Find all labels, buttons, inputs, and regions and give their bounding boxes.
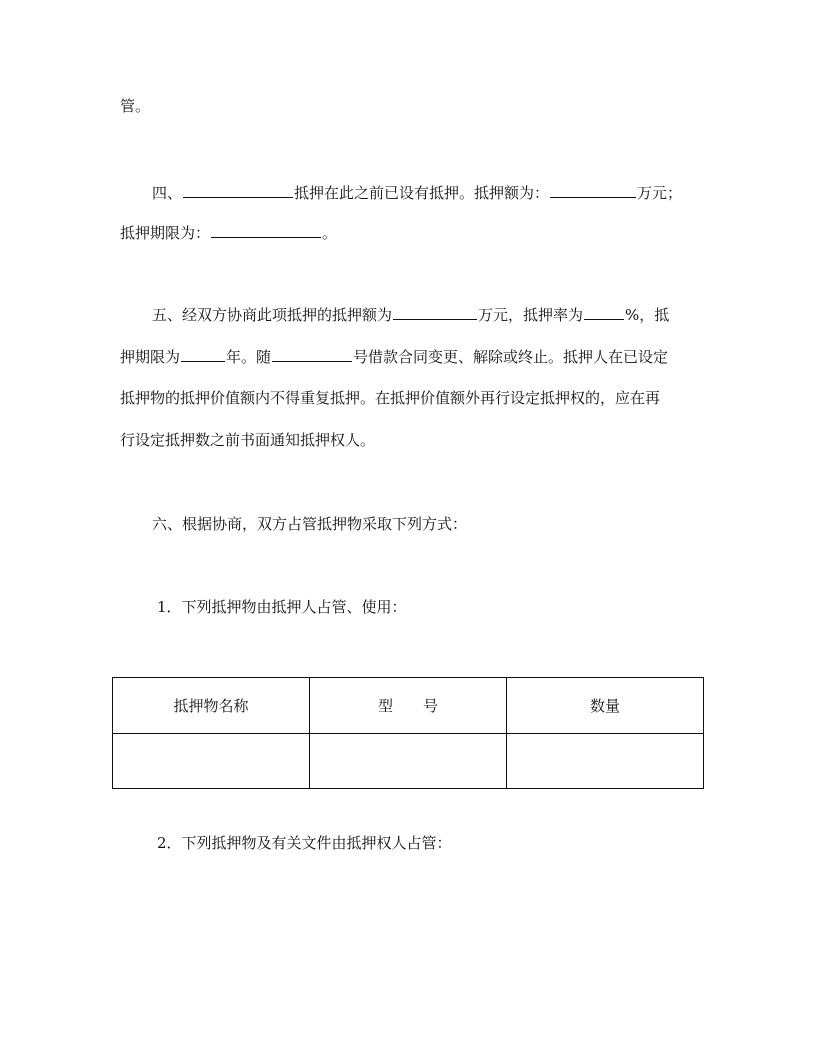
item-two-text: 2．下列抵押物及有关文件由抵押权人占管：: [157, 834, 452, 852]
clause-five-line3: 抵押物的抵押价值额内不得重复抵押。在抵押价值额外再行设定抵押权的，应在再: [120, 389, 661, 407]
clause-five-line2-a: 押期限为: [120, 348, 181, 366]
clause-five-t1: 万元，抵押率为: [478, 306, 584, 324]
carry-over-text: 管。: [120, 97, 151, 115]
header-model: 型 号: [310, 678, 507, 734]
cell-item-name[interactable]: [113, 734, 310, 789]
clause-five-t2: %，抵: [625, 306, 670, 324]
header-quantity: 数量: [507, 678, 704, 734]
clause-four-line2-b: 。: [322, 224, 338, 242]
clause-six: 六、根据协商，双方占管抵押物采取下列方式：: [152, 515, 468, 533]
clause-four-text-b: 万元；: [637, 184, 683, 202]
clause-four-line2: [120, 222, 337, 242]
clause-five-line4: 行设定抵押数之前书面通知抵押权人。: [120, 431, 376, 449]
loan-contract-number-blank[interactable]: [272, 346, 352, 362]
item-one-text: 1．下列抵押物由抵押人占管、使用：: [157, 598, 407, 616]
header-item-name: 抵押物名称: [113, 678, 310, 734]
mortgage-amount-blank[interactable]: [393, 304, 477, 320]
clause-five-line2-c: 号借款合同变更、解除或终止。抵押人在已设定: [353, 348, 669, 366]
cell-model[interactable]: [310, 734, 507, 789]
clause-four-line2-a: 抵押期限为：: [120, 224, 211, 242]
mortgage-term-blank[interactable]: [181, 346, 225, 362]
clause-four-text-a: 抵押在此之前已设有抵押。抵押额为：: [294, 184, 550, 202]
cell-quantity[interactable]: [507, 734, 704, 789]
prior-term-blank[interactable]: [211, 222, 321, 238]
mortgage-rate-blank[interactable]: [584, 304, 624, 320]
clause-four-lead: 四、: [152, 184, 183, 202]
prior-mortgagee-blank[interactable]: [183, 182, 293, 198]
clause-five-line2: [120, 346, 668, 366]
clause-four-line1: [152, 182, 682, 202]
table-header-row: [113, 678, 704, 734]
clause-five-line2-b: 年。随: [226, 348, 272, 366]
clause-five-line1: [152, 304, 669, 324]
table-row: [113, 734, 704, 789]
clause-five-lead: 五、经双方协商此项抵押的抵押额为: [152, 306, 393, 324]
prior-amount-blank[interactable]: [550, 182, 636, 198]
mortgage-items-table: [112, 677, 704, 789]
